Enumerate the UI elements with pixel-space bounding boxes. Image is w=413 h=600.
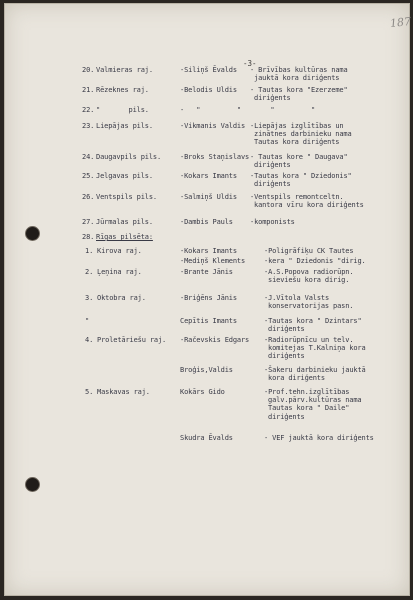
entry-role-line: -Poligrāfiķu CK Tautes — [264, 247, 354, 255]
entry-role-line: -A.S.Popova radiorūpn. — [264, 268, 354, 276]
entry-role-line: diriģents — [268, 325, 305, 334]
entry-role-line: komitejas T.Kalniņa kora — [268, 344, 366, 353]
entry-role-line: -Ventspils remontceltn. — [250, 193, 344, 201]
entry-number: 3. — [85, 294, 94, 302]
entry-name: -Kokars Imants — [180, 172, 237, 180]
entry-role-line: -Prof.tehn.izglītības — [264, 388, 350, 396]
section-heading: Rīgas pilsēta: — [96, 233, 153, 241]
entry-role-line: -Liepājas izglītības un — [250, 122, 344, 130]
entry-name: -Broks Staņislavs — [180, 153, 250, 161]
punch-hole-bottom — [25, 477, 40, 492]
entry-role-line: -Tautas kora " Dzintars" — [264, 317, 362, 325]
entry-role-line: diriģents — [254, 94, 291, 103]
entry-name: -Belodis Uldis — [180, 86, 237, 94]
entry-role-line: - Brīvības kultūras nama — [250, 66, 348, 74]
entry-name: -Brante Jānis — [180, 268, 233, 276]
entry-district: Jelgavas pils. — [96, 172, 153, 180]
entry-role-line: jauktā kora diriģents — [254, 74, 340, 83]
page-number: -3- — [243, 59, 257, 68]
entry-role-line: zinātnes darbinieku nama — [254, 130, 352, 139]
entry-role-line: -Šakeru darbinieku jauktā — [264, 366, 366, 374]
entry-district: Kirova raj. — [97, 247, 142, 255]
entry-role-line: -J.Vītola Valsts — [264, 294, 330, 302]
entry-role-line: - Tautas kore " Daugava" — [250, 153, 348, 161]
entry-number: 5. — [85, 388, 94, 396]
entry-number: 28. — [82, 233, 95, 241]
entry-role-line: -Tautas kora " Dziedonis" — [250, 172, 352, 180]
entry-role-line: -komponists — [250, 218, 295, 226]
entry-role-line: - VEF jauktā kora diriģents — [264, 434, 374, 442]
entry-role-line: Tautas kora diriģents — [254, 138, 340, 147]
entry-name: -Dambis Pauls — [180, 218, 233, 226]
document-page — [4, 3, 410, 596]
entry-name: -Mediņš Klements — [180, 257, 246, 265]
entry-number: 23. — [82, 122, 95, 130]
entry-number: 20. — [82, 66, 95, 74]
entry-role-line: " " — [250, 106, 316, 114]
entry-district: Rēzeknes raj. — [96, 86, 149, 94]
entry-district: Oktobra raj. — [97, 294, 146, 302]
entry-role-line: - Tautas kora "Ezerzeme" — [250, 86, 348, 94]
entry-number: 25. — [82, 172, 95, 180]
entry-role-line: diriģents — [254, 180, 291, 189]
entry-role-line: Tautas kora " Daile" — [268, 404, 350, 413]
entry-district: Maskavas raj. — [97, 388, 150, 396]
entry-role-line: kora diriģents — [268, 374, 325, 383]
entry-number: 27. — [82, 218, 95, 226]
punch-hole-top — [25, 226, 40, 241]
folio-number: 187 — [389, 14, 412, 31]
entry-name: -Kokars Imants — [180, 247, 237, 255]
entry-number: 4. — [85, 336, 94, 344]
entry-district: Valmieras raj. — [96, 66, 153, 74]
entry-role-line: -Radiorūpnīcu un telv. — [264, 336, 354, 344]
entry-district: Daugavpils pils. — [96, 153, 162, 161]
entry-district: Liepājas pils. — [96, 122, 153, 130]
entry-district: Ļeņina raj. — [97, 268, 142, 276]
entry-role-line: sieviešu kora dirig. — [268, 276, 350, 285]
entry-name: Skudra Ēvalds — [180, 434, 233, 442]
entry-role-line: diriģents — [254, 161, 291, 170]
entry-number: 26. — [82, 193, 95, 201]
entry-district: Ventspils pils. — [96, 193, 157, 201]
entry-name: -Siliņš Ēvalds — [180, 66, 237, 74]
entry-name: -Vikmanis Valdis — [180, 122, 246, 130]
entry-name: Broģis,Valdis — [180, 366, 233, 374]
entry-name: Kokārs Gido — [180, 388, 225, 396]
entry-number: 2. — [85, 268, 94, 276]
entry-district: Proletāriešu raj. — [97, 336, 167, 344]
entry-role-line: galv.pārv.kultūras nama — [268, 396, 362, 405]
entry-number: 24. — [82, 153, 95, 161]
entry-name: -Salmiņš Uldis — [180, 193, 237, 201]
entry-district: " pils. — [96, 106, 149, 114]
entry-role-line: diriģents — [268, 352, 305, 361]
entry-number: 21. — [82, 86, 95, 94]
entry-role-line: diriģents — [268, 412, 305, 421]
entry-role-line: -kera " Dziedonis "dirig. — [264, 257, 366, 265]
entry-name: Cepītis Imants — [180, 317, 237, 325]
entry-district: Jūrmalas pils. — [96, 218, 153, 226]
entry-name: -Račevskis Edgars — [180, 336, 250, 344]
entry-number: 22. — [82, 106, 95, 114]
entry-number: " — [85, 317, 90, 325]
entry-name: - " " — [180, 106, 241, 114]
entry-number: 1. — [85, 247, 94, 255]
entry-role-line: konservatorijas pasn. — [268, 302, 354, 311]
entry-role-line: kantora vīru kora diriģents — [254, 201, 364, 210]
entry-name: -Briģēns Jānis — [180, 294, 237, 302]
